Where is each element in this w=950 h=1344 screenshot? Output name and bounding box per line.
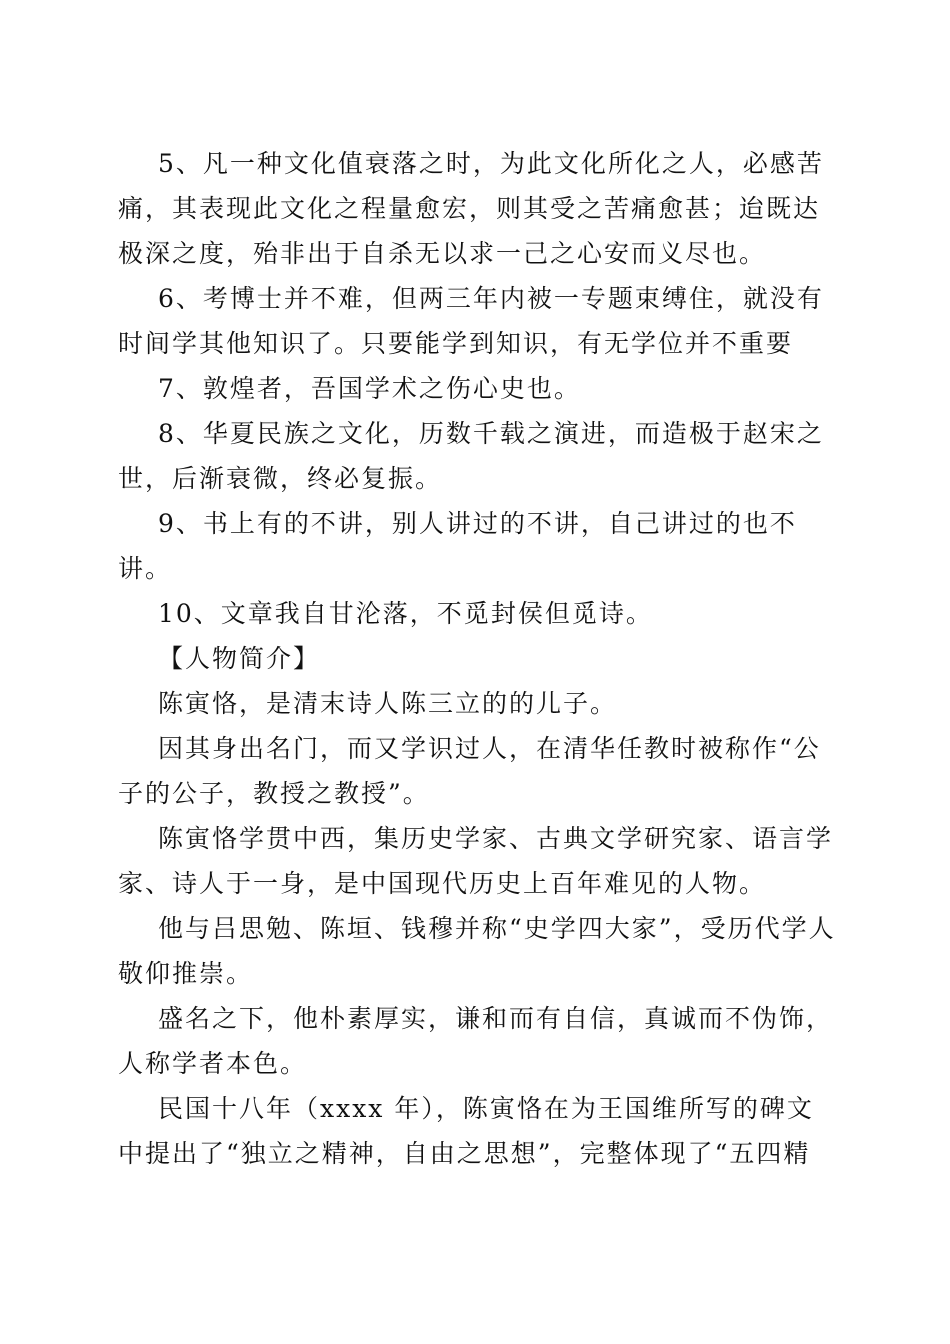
paragraph-profile-4: 他与吕思勉、陈垣、钱穆并称“史学四大家”，受历代学人敬仰推崇。	[118, 914, 836, 988]
paragraph-profile-2: 因其身出名门，而又学识过人，在清华任教时被称作“公子的公子，教授之教授”。	[118, 734, 821, 808]
paragraph-profile-3: 陈寅恪学贯中西，集历史学家、古典文学研究家、语言学家、诗人于一身，是中国现代历史上百年难见的人物。	[118, 824, 834, 898]
paragraph-quote-10: 10、文章我自甘沦落，不觅封侯但觅诗。	[158, 599, 653, 628]
paragraph-quote-9: 9、书上有的不讲，别人讲过的不讲，自己讲过的也不讲。	[118, 509, 797, 583]
paragraph-profile-6: 民国十八年（xxxx 年），陈寅恪在为王国维所写的碑文中提出了“独立之精神，自由之思想”，完整体现了“五四精	[118, 1094, 814, 1168]
paragraph-quote-5: 5、凡一种文化值衰落之时，为此文化所化之人，必感苦痛，其表现此文化之程量愈宏，则其受之苦痛愈甚；迨既达极深之度，殆非出于自杀无以求一己之心安而义尽也。	[118, 149, 824, 268]
paragraph-profile-1: 陈寅恪，是清末诗人陈三立的的儿子。	[158, 689, 618, 718]
paragraph-quote-7: 7、敦煌者，吾国学术之伤心史也。	[158, 374, 581, 403]
paragraph-quote-8: 8、华夏民族之文化，历数千载之演进，而造极于赵宋之世，后渐衰微，终必复振。	[118, 419, 824, 493]
section-heading-profile: 【人物简介】	[158, 644, 321, 673]
paragraph-profile-5: 盛名之下，他朴素厚实，谦和而有自信，真诚而不伪饰，人称学者本色。	[118, 1004, 834, 1078]
paragraph-quote-6: 6、考博士并不难，但两三年内被一专题束缚住，就没有时间学其他知识了。只要能学到知识，有无学位并不重要	[118, 284, 824, 358]
document-body	[118, 141, 838, 1176]
